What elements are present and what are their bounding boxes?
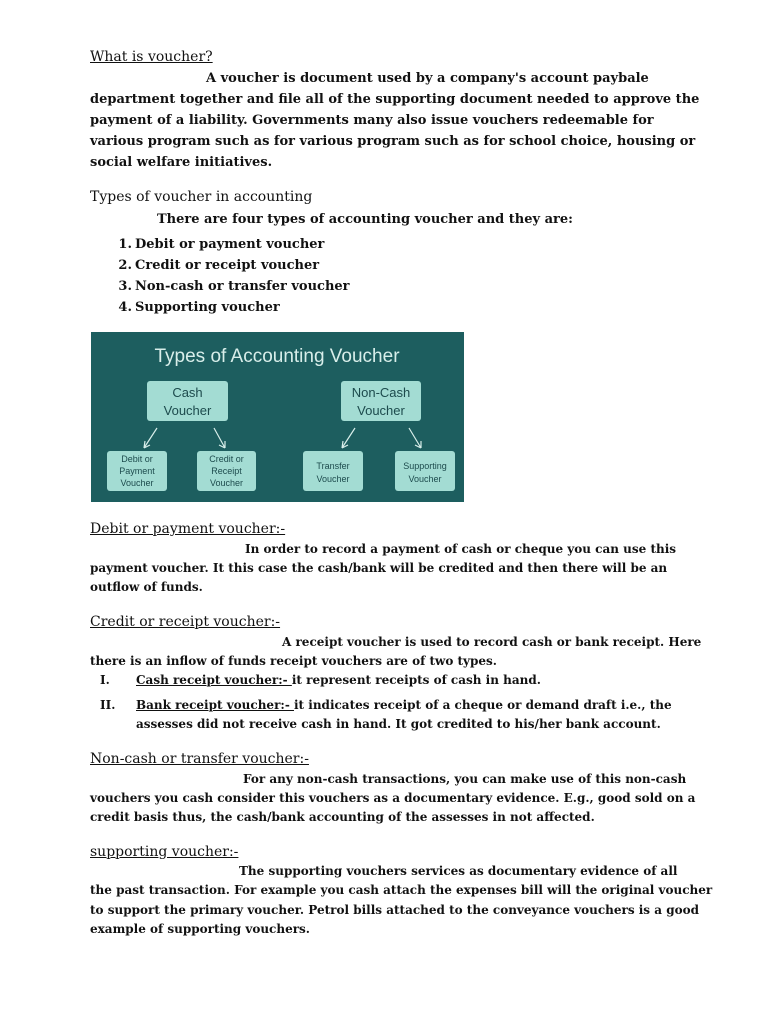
list-number: II.: [100, 698, 116, 712]
paragraph-line: vouchers you cash consider this vouchers as a documentary evidence. E.g., good sold on a: [90, 791, 696, 805]
list-number: 2.: [118, 258, 132, 273]
paragraph-line: There are four types of accounting voucher and they are:: [157, 212, 573, 227]
paragraph-line: A receipt voucher is used to record cash or bank receipt. Here: [282, 635, 702, 649]
paragraph-line: department together and file all of the supporting document needed to approve the: [90, 92, 700, 107]
list-text: it represent receipts of cash in hand.: [291, 673, 541, 687]
list-text: Supporting voucher: [135, 300, 280, 315]
credit-voucher-label: Credit or: [209, 454, 244, 464]
supporting-voucher-label: Supporting: [403, 461, 447, 471]
cash-voucher-label: Voucher: [163, 403, 212, 418]
arrow-icon: [144, 428, 157, 448]
transfer-voucher-box: [303, 451, 363, 491]
heading-supporting-voucher: supporting voucher:-: [90, 844, 239, 860]
paragraph-line: payment voucher. It this case the cash/bank will be credited and then there will be an: [90, 561, 668, 575]
transfer-voucher-label: Voucher: [316, 474, 350, 484]
list-text: assesses did not receive cash in hand. It got credited to his/her bank account.: [136, 717, 661, 731]
heading-noncash-transfer-voucher: Non-cash or transfer voucher:-: [90, 751, 309, 767]
list-number: 1.: [118, 237, 132, 252]
arrow-icon: [214, 428, 225, 448]
heading-credit-receipt-voucher: Credit or receipt voucher:-: [90, 614, 281, 630]
paragraph-line: the past transaction. For example you cash attach the expenses bill will the original voucher: [90, 883, 713, 897]
paragraph-line: payment of a liability. Governments many also issue vouchers redeemable for: [90, 113, 654, 128]
supporting-voucher-label: Voucher: [408, 474, 442, 484]
noncash-voucher-label: Non-Cash: [351, 385, 411, 400]
list-text: Debit or payment voucher: [135, 237, 325, 252]
list-number: I.: [100, 673, 110, 687]
heading-types-of-voucher: Types of voucher in accounting: [90, 189, 313, 205]
list-label: Bank receipt voucher:-: [136, 698, 294, 712]
list-text: it indicates receipt of a cheque or demand draft i.e., the: [293, 698, 672, 712]
cash-voucher-label: Cash: [172, 385, 203, 400]
paragraph-line: social welfare initiatives.: [90, 155, 273, 170]
list-label: Cash receipt voucher:-: [136, 673, 292, 687]
arrow-icon: [342, 428, 355, 448]
paragraph-line: A voucher is document used by a company's account paybale: [206, 71, 649, 86]
paragraph-line: to support the primary voucher. Petrol bills attached to the conveyance vouchers is a good: [90, 903, 699, 917]
paragraph-line: various program such as for various program such as for school choice, housing or: [90, 134, 696, 149]
paragraph-line: In order to record a payment of cash or cheque you can use this: [245, 542, 677, 556]
arrow-icon: [409, 428, 421, 448]
list-text: Credit or receipt voucher: [135, 258, 320, 273]
arrow-icons: [144, 428, 421, 448]
credit-voucher-label: Receipt: [211, 466, 242, 476]
noncash-voucher-label: Voucher: [357, 403, 405, 418]
transfer-voucher-label: Transfer: [316, 461, 350, 471]
list-text: Non-cash or transfer voucher: [135, 279, 350, 294]
paragraph-line: there is an inflow of funds receipt vouchers are of two types.: [90, 654, 497, 668]
paragraph-line: The supporting vouchers services as documentary evidence of all: [239, 864, 678, 878]
supporting-voucher-box: [395, 451, 455, 491]
paragraph-line: example of supporting vouchers.: [90, 922, 310, 936]
heading-debit-payment-voucher: Debit or payment voucher:-: [90, 521, 286, 537]
debit-voucher-label: Debit or: [121, 454, 153, 464]
heading-what-is-voucher: What is voucher?: [90, 49, 213, 65]
paragraph-line: outflow of funds.: [90, 580, 203, 594]
accounting-voucher-diagram: [91, 332, 464, 502]
diagram-title: Types of Accounting Voucher: [154, 346, 400, 367]
credit-voucher-label: Voucher: [209, 478, 244, 488]
debit-voucher-label: Payment: [119, 466, 155, 476]
list-number: 3.: [118, 279, 132, 294]
paragraph-line: For any non-cash transactions, you can make use of this non-cash: [243, 772, 687, 786]
paragraph-line: credit basis thus, the cash/bank accounting of the assesses in not affected.: [90, 810, 595, 824]
debit-voucher-label: Voucher: [120, 478, 154, 488]
list-number: 4.: [118, 300, 132, 315]
